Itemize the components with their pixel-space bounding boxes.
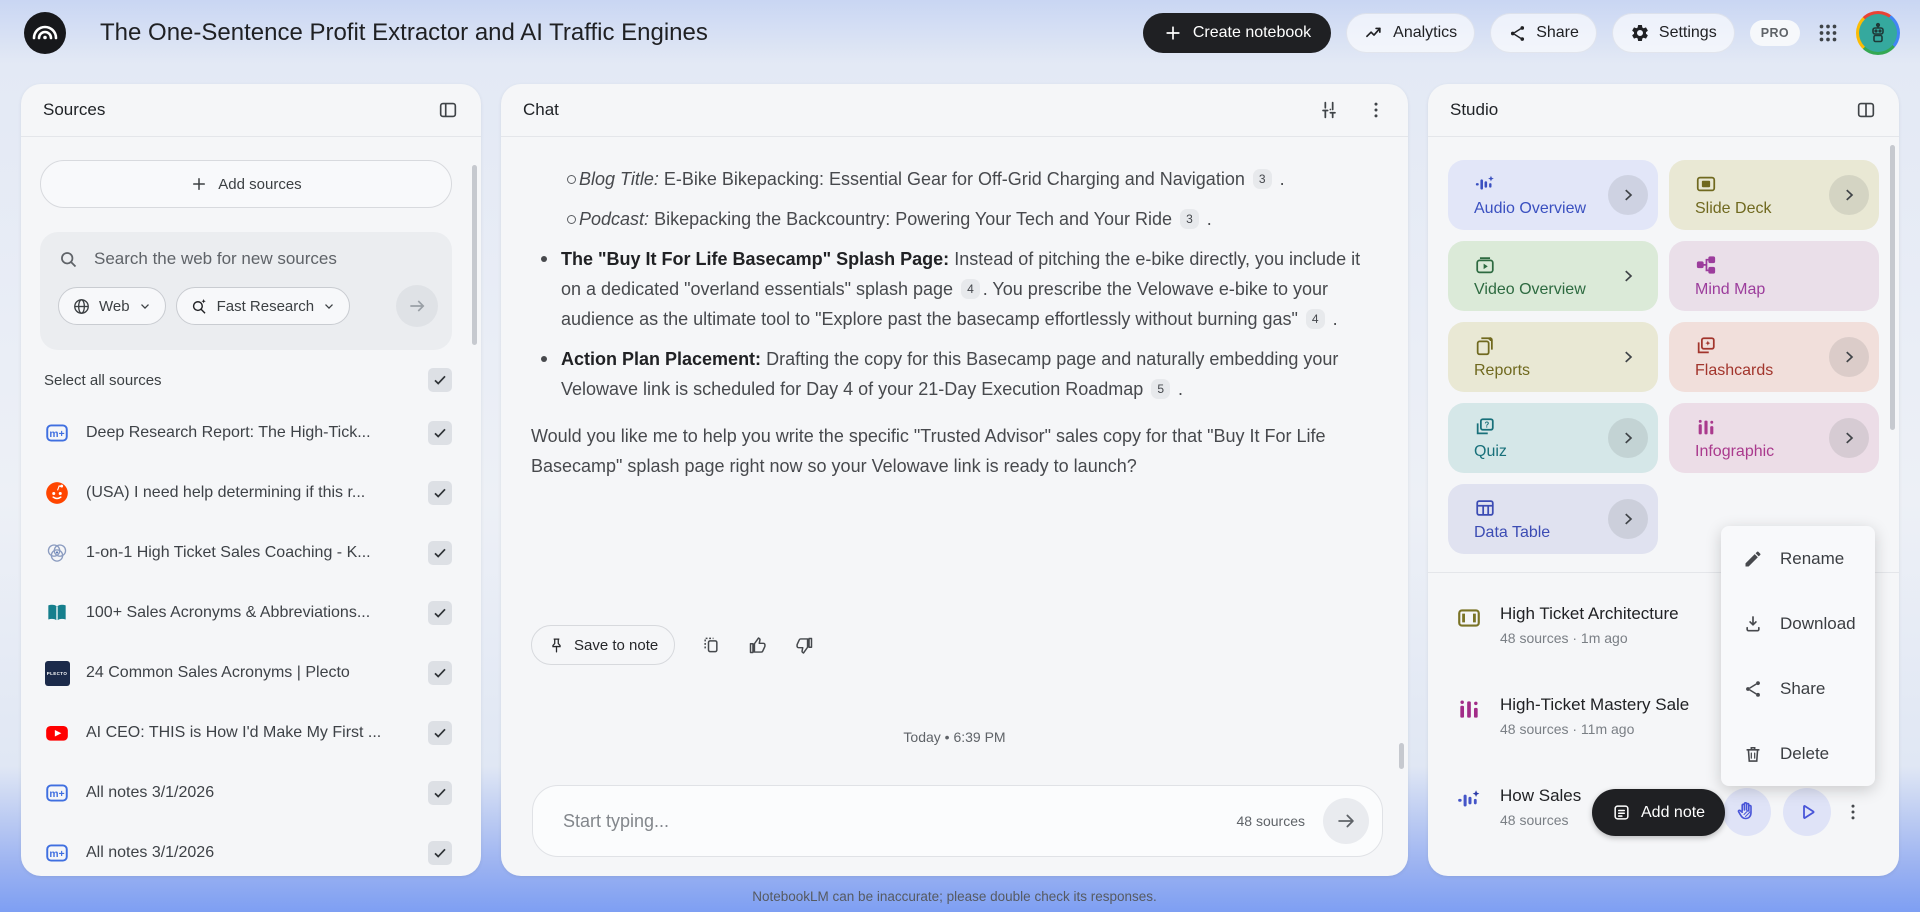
analytics-icon: [1364, 23, 1384, 43]
pencil-icon: [1743, 549, 1763, 569]
youtube-icon: [44, 720, 70, 746]
studio-tiles: [1448, 160, 1879, 554]
studio-tile-audio-overview[interactable]: Audio Overview: [1448, 160, 1658, 230]
chat-response: [531, 137, 1363, 481]
source-count-label: 48 sources: [1236, 813, 1305, 829]
settings-button[interactable]: Settings: [1612, 13, 1735, 53]
add-icon: [190, 175, 208, 193]
source-list-item[interactable]: (USA) I need help determining if this r...: [44, 463, 452, 523]
infographic-icon: [1456, 696, 1482, 722]
search-input[interactable]: [92, 248, 438, 270]
citation-chip[interactable]: 5: [1151, 379, 1170, 399]
svg-text:m+: m+: [49, 848, 65, 860]
disclaimer-text: NotebookLM can be inaccurate; please double check its responses.: [752, 889, 1157, 904]
pro-badge: PRO: [1750, 20, 1800, 46]
chevron-right-icon[interactable]: [1608, 418, 1648, 458]
note-list-item[interactable]: High Ticket Architecture 48 sources · 1m ago: [1448, 584, 1885, 675]
studio-panel-title: Studio: [1450, 100, 1499, 119]
plecto-icon: PLECTO: [44, 660, 70, 686]
robot-avatar-image: [1859, 14, 1897, 52]
studio-tile-video-overview[interactable]: Video Overview: [1448, 241, 1658, 311]
source-checkbox[interactable]: [428, 721, 452, 745]
gear-icon: [1630, 23, 1650, 43]
source-list-item[interactable]: PLECTO 24 Common Sales Acronyms | Plecto: [44, 643, 452, 703]
chat-date-separator: Today • 6:39 PM: [903, 729, 1006, 745]
app-header: [0, 0, 1920, 66]
thumbs-down-icon[interactable]: [794, 635, 815, 656]
chevron-right-icon[interactable]: [1829, 337, 1869, 377]
notebook-title: The One-Sentence Profit Extractor and AI Traffic Engines: [100, 19, 708, 46]
citation-chip[interactable]: 3: [1180, 209, 1199, 229]
send-button[interactable]: [1323, 798, 1369, 844]
share-icon: [1743, 679, 1763, 699]
share-menu-item[interactable]: Share: [1721, 656, 1875, 721]
download-icon: [1743, 614, 1763, 634]
collapse-panel-icon[interactable]: [437, 99, 459, 121]
studio-tile-infographic[interactable]: Infographic: [1669, 403, 1879, 473]
chevron-down-icon: [322, 299, 336, 313]
studio-tile-reports[interactable]: Reports: [1448, 322, 1658, 392]
chevron-right-icon[interactable]: [1608, 337, 1648, 377]
source-checkbox[interactable]: [428, 481, 452, 505]
play-icon[interactable]: [1783, 788, 1831, 836]
reddit-icon: [44, 480, 70, 506]
chevron-down-icon: [138, 299, 152, 313]
book-icon: [44, 600, 70, 626]
source-checkbox[interactable]: [428, 421, 452, 445]
rename-menu-item[interactable]: Rename: [1721, 526, 1875, 591]
add-note-button[interactable]: Add note: [1592, 789, 1725, 836]
studio-tile-quiz[interactable]: ? Quiz: [1448, 403, 1658, 473]
source-list-item[interactable]: m+ All notes 3/1/2026: [44, 823, 452, 876]
create-notebook-button[interactable]: Create notebook: [1143, 13, 1331, 53]
source-checkbox[interactable]: [428, 841, 452, 865]
venn-icon: [44, 540, 70, 566]
download-menu-item[interactable]: Download: [1721, 591, 1875, 656]
save-to-note-button[interactable]: Save to note: [531, 625, 675, 665]
select-all-checkbox[interactable]: [428, 368, 452, 392]
chat-sub-bullet: Blog Title: E-Bike Bikepacking: Essential Gear for Off-Grid Charging and Navigation 3 .: [531, 164, 1363, 194]
source-list-item[interactable]: 1-on-1 High Ticket Sales Coaching - K...: [44, 523, 452, 583]
source-checkbox[interactable]: [428, 781, 452, 805]
copy-icon[interactable]: [701, 635, 721, 655]
add-sources-button[interactable]: Add sources: [40, 160, 452, 208]
globe-icon: [72, 297, 91, 316]
note-list-item[interactable]: How Sales 48 sources: [1448, 766, 1885, 857]
source-list-item[interactable]: AI CEO: THIS is How I'd Make My First ...: [44, 703, 452, 763]
studio-tile-mind-map[interactable]: Mind Map: [1669, 241, 1879, 311]
studio-scrollbar[interactable]: [1890, 145, 1895, 430]
studio-tile-data-table[interactable]: Data Table: [1448, 484, 1658, 554]
notebooklm-logo[interactable]: [24, 12, 66, 54]
interactive-mode-hand-icon[interactable]: [1723, 788, 1771, 836]
note-source-icon: [44, 420, 70, 446]
svg-text:m+: m+: [49, 788, 65, 800]
source-list-item[interactable]: m+ All notes 3/1/2026: [44, 763, 452, 823]
source-list-item[interactable]: m+ Deep Research Report: The High-Tick...: [44, 403, 452, 463]
citation-chip[interactable]: 4: [961, 279, 980, 299]
analytics-button[interactable]: Analytics: [1346, 13, 1475, 53]
slide-deck-icon: [1456, 605, 1482, 631]
svg-text:m+: m+: [49, 428, 65, 440]
svg-text:?: ?: [1484, 420, 1490, 430]
chevron-right-icon[interactable]: [1829, 175, 1869, 215]
chevron-right-icon[interactable]: [1608, 256, 1648, 296]
studio-tile-slide-deck[interactable]: Slide Deck: [1669, 160, 1879, 230]
user-avatar[interactable]: [1856, 11, 1900, 55]
pin-icon: [548, 637, 565, 654]
chat-panel-title: Chat: [523, 100, 559, 119]
more-vertical-icon[interactable]: [1366, 100, 1386, 120]
chat-input[interactable]: [561, 810, 1219, 833]
add-note-icon: [1612, 803, 1631, 822]
delete-menu-item[interactable]: Delete: [1721, 721, 1875, 786]
select-all-sources-row[interactable]: Select all sources: [44, 366, 452, 394]
citation-chip[interactable]: 4: [1306, 309, 1325, 329]
sparkle-search-icon: [190, 297, 209, 316]
chat-bullet: Action Plan Placement: Drafting the copy for this Basecamp page and naturally embedding your Velowave link is scheduled for Day 4 of your 21-Day Execution Roadmap 5 .: [531, 344, 1363, 404]
chevron-right-icon[interactable]: [1608, 175, 1648, 215]
audio-overview-icon: [1456, 787, 1482, 813]
note-context-menu: [1721, 526, 1875, 786]
apps-grid-icon[interactable]: [1815, 20, 1841, 46]
source-list-item[interactable]: 100+ Sales Acronyms & Abbreviations...: [44, 583, 452, 643]
source-checkbox[interactable]: [428, 601, 452, 625]
note-list-item[interactable]: High-Ticket Mastery Sale 48 sources · 11m ago: [1448, 675, 1885, 766]
note-source-icon: [44, 840, 70, 866]
sources-panel-title: Sources: [43, 100, 106, 119]
search-icon: [58, 249, 79, 270]
source-list: [44, 403, 452, 876]
chat-sub-bullet: Podcast: Bikepacking the Backcountry: Powering Your Tech and Your Ride 3 .: [531, 204, 1363, 234]
response-actions: [531, 625, 815, 665]
chat-bullet: The "Buy It For Life Basecamp" Splash Page: Instead of pitching the e-bike directly, you include it on a dedicated "overland essentials" splash page 4 . You prescribe the Velowave e-bike to your audience as the ultimate tool to "Explore past the basecamp effortlessly without burning gas" 4 .: [531, 244, 1363, 334]
citation-chip[interactable]: 3: [1253, 169, 1272, 189]
source-checkbox[interactable]: [428, 541, 452, 565]
chat-closing-paragraph: Would you like me to help you write the specific "Trusted Advisor" sales copy for that "Buy It For Life Basecamp" splash page right now so your Velowave link is ready to launch?: [531, 426, 1326, 476]
plus-icon: [1163, 23, 1183, 43]
thumbs-up-icon[interactable]: [747, 635, 768, 656]
sources-panel: [21, 84, 481, 876]
research-mode-dropdown[interactable]: Fast Research: [176, 287, 351, 325]
chevron-right-icon[interactable]: [1829, 418, 1869, 458]
web-filter-dropdown[interactable]: Web: [58, 287, 166, 325]
studio-tile-flashcards[interactable]: Flashcards: [1669, 322, 1879, 392]
trash-icon: [1743, 744, 1763, 764]
collapse-panel-icon[interactable]: [1855, 99, 1877, 121]
more-vertical-icon[interactable]: [1843, 802, 1863, 822]
note-action-buttons: [1723, 788, 1863, 836]
chevron-right-icon[interactable]: [1608, 499, 1648, 539]
mind-map-icon: [1695, 254, 1879, 276]
tune-icon[interactable]: [1318, 99, 1340, 121]
chat-input-bar: [532, 785, 1383, 857]
source-checkbox[interactable]: [428, 661, 452, 685]
submit-search-button[interactable]: [396, 285, 438, 327]
share-button[interactable]: Share: [1490, 13, 1597, 53]
sources-scrollbar[interactable]: [472, 165, 477, 345]
chat-panel: [501, 84, 1408, 876]
share-icon: [1508, 24, 1527, 43]
note-source-icon: [44, 780, 70, 806]
web-search-card: [40, 232, 452, 350]
chat-scrollbar[interactable]: [1399, 743, 1404, 769]
